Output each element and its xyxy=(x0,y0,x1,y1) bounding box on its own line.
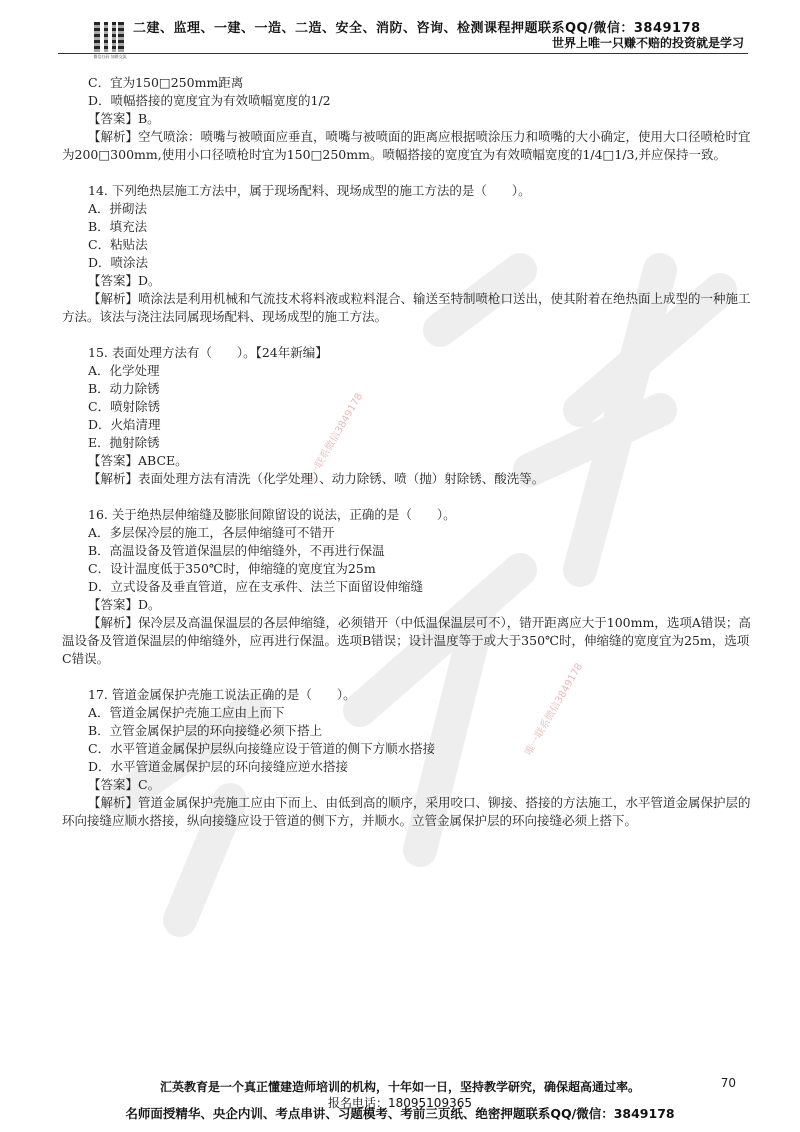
question-13-tail xyxy=(62,74,752,164)
header-divider xyxy=(58,53,748,54)
analysis: 【解析】表面处理方法有清洗（化学处理）、动力除锈、喷（抛）射除锈、酸洗等。 xyxy=(88,471,545,486)
analysis: 【解析】空气喷涂：喷嘴与被喷面应垂直，喷嘴与被喷面的距离应根据喷涂压力和喷嘴的大小确定，使用大口径喷枪时宜为200□300mm,使用小口径喷枪时宜为150□250mm。喷幅搭接的宽度宜为有效喷幅宽度的1/4□1/3,并应保持一致。 xyxy=(62,129,751,162)
watermark-text: 唯一联系微信3849178 xyxy=(523,661,586,758)
question-stem: 14. 下列绝热层施工方法中，属于现场配料、现场成型的施工方法的是（ ）。 xyxy=(88,183,531,198)
header-slogan: 世界上唯一只赚不赔的投资就是学习 xyxy=(551,36,744,50)
question-17 xyxy=(62,686,752,830)
answer: 【答案】D。 xyxy=(88,273,161,288)
option-b: B．高温设备及管道保温层的伸缩缝外，不再进行保温 xyxy=(88,543,385,558)
question-15 xyxy=(62,344,752,488)
footer-promo: 汇英教育是一个真正懂建造师培训的机构，十年如一日，坚持教学研究，确保超高通过率。 xyxy=(159,1080,640,1094)
option-d: D．火焰清理 xyxy=(88,417,161,432)
option-d: D．立式设备及垂直管道，应在支承件、法兰下面留设伸缩缝 xyxy=(88,579,424,594)
option-a: A．化学处理 xyxy=(88,363,160,378)
question-stem: 17. 管道金属保护壳施工说法正确的是（ ）。 xyxy=(88,687,356,702)
question-14 xyxy=(62,182,752,326)
option-c: C．水平管道金属保护层纵向接缝应设于管道的侧下方顺水搭接 xyxy=(88,741,436,756)
document-body xyxy=(62,74,752,830)
answer: 【答案】B。 xyxy=(88,111,160,126)
option-b: B．立管金属保护层的环向接缝必须下搭上 xyxy=(88,723,323,738)
answer: 【答案】ABCE。 xyxy=(88,453,188,468)
option-c: C．粘贴法 xyxy=(88,237,148,252)
option-a: A．拼砌法 xyxy=(88,201,148,216)
qr-caption: 微信扫码 加群交流 xyxy=(93,54,127,59)
watermark-text: 唯一联系微信3849178 xyxy=(303,391,366,488)
page-number: 70 xyxy=(720,1076,736,1090)
answer: 【答案】C。 xyxy=(88,777,161,792)
answer: 【答案】D。 xyxy=(88,597,161,612)
question-stem: 15. 表面处理方法有（ ）。【24年新编】 xyxy=(88,345,328,360)
question-stem: 16. 关于绝热层伸缩缝及膨胀间隙留设的说法，正确的是（ ）。 xyxy=(88,507,456,522)
option-c: C．设计温度低于350℃时，伸缩缝的宽度宜为25m xyxy=(88,561,376,576)
analysis: 【解析】保冷层及高温保温层的各层伸缩缝，必须错开（中低温保温层可不），错开距离应大于100mm，选项A错误；高温设备及管道保温层的伸缩缝外，应再进行保温。选项B错误；设计温度等于或大于350℃时，伸缩缝的宽度宜为25m，选项C错误。 xyxy=(62,615,751,666)
analysis: 【解析】喷涂法是利用机械和气流技术将料液或粒料混合、输送至特制喷枪口送出，使其附着在绝热面上成型的一种施工方法。该法与浇注法同属现场配料、现场成型的施工方法。 xyxy=(62,291,751,324)
option-d: D．喷涂法 xyxy=(88,255,149,270)
option-a: A．管道金属保护壳施工应由上而下 xyxy=(88,705,285,720)
option-e: E．抛射除锈 xyxy=(88,435,160,450)
analysis: 【解析】管道金属保护壳施工应由下而上、由低到高的顺序，采用咬口、铆接、搭接的方法施工，水平管道金属保护层的环向接缝应顺水搭接，纵向接缝应设于管道的侧下方，并顺水。立管金属保护层的环向接缝必须上搭下。 xyxy=(62,795,751,828)
option-b: B．填充法 xyxy=(88,219,148,234)
option-d: D．喷幅搭接的宽度宜为有效喷幅宽度的1/2 xyxy=(88,93,331,108)
qr-code-icon xyxy=(94,22,124,52)
footer-phone: 报名电话：18095109365 xyxy=(328,1096,472,1110)
option-a: A．多层保冷层的施工，各层伸缩缝可不错开 xyxy=(88,525,335,540)
option-c: C．宜为150□250mm距离 xyxy=(88,75,244,90)
option-b: B．动力除锈 xyxy=(88,381,160,396)
header-contact-line: 二建、监理、一建、一造、二造、安全、消防、咨询、检测课程押题联系QQ/微信：3849178 xyxy=(133,21,701,36)
question-16 xyxy=(62,506,752,668)
option-d: D．水平管道金属保护层的环向接缝应逆水搭接 xyxy=(88,759,349,774)
footer-contact: 名师面授精华、央企内训、考点串讲、习题模考、考前三页纸、绝密押题联系QQ/微信：3849178 xyxy=(125,1106,675,1121)
option-c: C．喷射除锈 xyxy=(88,399,161,414)
